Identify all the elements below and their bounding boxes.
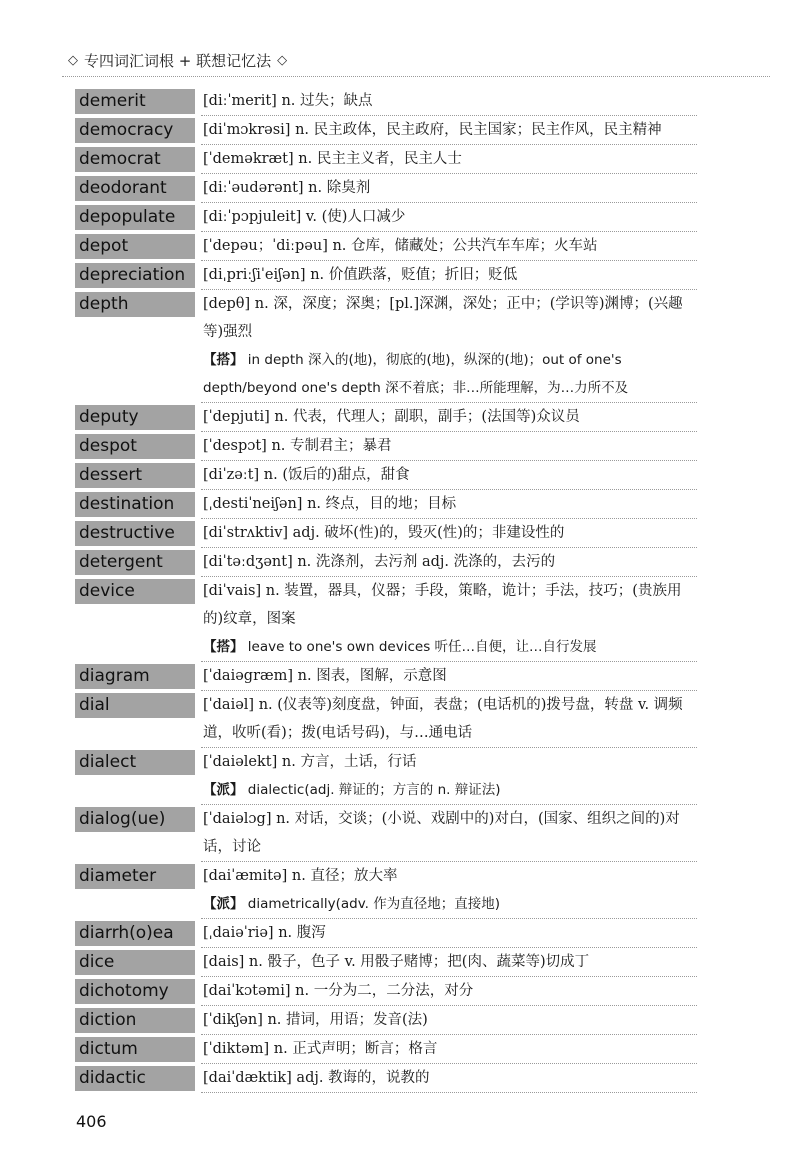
headword: diameter <box>75 864 195 889</box>
entry-body <box>201 548 697 577</box>
page-number: 406 <box>76 1112 107 1131</box>
entry-body <box>201 1064 697 1093</box>
headword: destination <box>75 492 195 517</box>
vocabulary-entry <box>75 1006 697 1035</box>
usage-note <box>203 633 697 661</box>
entry-body <box>201 261 697 290</box>
entry-body <box>201 87 697 116</box>
vocabulary-entry <box>75 519 697 548</box>
vocabulary-entry <box>75 461 697 490</box>
definition: [diːˈəudərənt] n. 除臭剂 <box>203 180 371 196</box>
entry-body <box>201 403 697 432</box>
vocabulary-entry <box>75 232 697 261</box>
headword: dial <box>75 693 195 718</box>
entry-body <box>201 919 697 948</box>
vocabulary-entry <box>75 432 697 461</box>
headword: dice <box>75 950 195 975</box>
note-text: leave to one's own devices 听任…自便，让…自行发展 <box>247 639 597 655</box>
headword: democrat <box>75 147 195 172</box>
vocabulary-entry <box>75 862 697 919</box>
entry-body <box>201 805 697 862</box>
diamond-ornament-icon: ◇ <box>277 53 288 68</box>
note-tag: 【派】 <box>203 782 244 798</box>
usage-note <box>203 890 697 918</box>
vocabulary-entry <box>75 490 697 519</box>
entry-body <box>201 519 697 548</box>
vocabulary-entry <box>75 145 697 174</box>
headword: deodorant <box>75 176 195 201</box>
vocabulary-entry <box>75 662 697 691</box>
note-text: diametrically(adv. 作为直径地；直接地) <box>247 896 501 912</box>
headword: depot <box>75 234 195 259</box>
vocabulary-entry <box>75 691 697 748</box>
definition: [diˈzəːt] n. (饭后的)甜点，甜食 <box>203 467 410 483</box>
vocabulary-entry <box>75 403 697 432</box>
vocabulary-entry <box>75 203 697 232</box>
headword: depth <box>75 292 195 317</box>
entry-body <box>201 174 697 203</box>
entry-body <box>201 977 697 1006</box>
running-header <box>62 50 293 71</box>
definition: [daiˈæmitə] n. 直径；放大率 <box>203 868 398 884</box>
vocabulary-entry <box>75 748 697 805</box>
note-tag: 【派】 <box>203 896 244 912</box>
entry-body <box>201 116 697 145</box>
headword: depreciation <box>75 263 195 288</box>
note-text: dialectic(adj. 辩证的；方言的 n. 辩证法) <box>247 782 501 798</box>
definition: [diːˈmerit] n. 过失；缺点 <box>203 93 373 109</box>
note-tag: 【搭】 <box>203 639 244 655</box>
definition: [ˈdespɔt] n. 专制君主；暴君 <box>203 438 392 454</box>
vocabulary-entry <box>75 261 697 290</box>
vocabulary-entry <box>75 290 697 403</box>
definition: [ˈdaiəl] n. (仪表等)刻度盘，钟面，表盘；(电话机的)拨号盘，转盘 v. 调频道，收听(看)；拨(电话号码)，与…通电话 <box>203 697 683 741</box>
headword: dialect <box>75 750 195 775</box>
vocabulary-entry <box>75 87 697 116</box>
vocabulary-entry <box>75 977 697 1006</box>
entry-body <box>201 1035 697 1064</box>
entry-body <box>201 461 697 490</box>
definition: [diˌpriːʃiˈeiʃən] n. 价值跌落，贬值；折旧；贬低 <box>203 267 518 283</box>
definition: [ˌdestiˈneiʃən] n. 终点，目的地；目标 <box>203 496 457 512</box>
vocabulary-entry <box>75 805 697 862</box>
headword: diagram <box>75 664 195 689</box>
definition: [ˈdepəu；ˈdiːpəu] n. 仓库，储藏处；公共汽车车库；火车站 <box>203 238 598 254</box>
headword: destructive <box>75 521 195 546</box>
headword: dichotomy <box>75 979 195 1004</box>
vocabulary-entry <box>75 548 697 577</box>
definition: [ˈdepjuti] n. 代表，代理人；副职，副手；(法国等)众议员 <box>203 409 580 425</box>
definition: [depθ] n. 深，深度；深奥；[pl.]深渊，深处；正中；(学识等)渊博；(兴趣等)强烈 <box>203 296 683 340</box>
vocabulary-entry <box>75 116 697 145</box>
header-title: 专四词汇词根 + 联想记忆法 <box>84 52 272 70</box>
entry-body <box>201 232 697 261</box>
headword: dessert <box>75 463 195 488</box>
entry-body <box>201 203 697 232</box>
vocabulary-entry <box>75 577 697 662</box>
note-tag: 【搭】 <box>203 352 244 368</box>
entry-body <box>201 577 697 662</box>
vocabulary-entry <box>75 919 697 948</box>
vocabulary-entry <box>75 1035 697 1064</box>
headword: diction <box>75 1008 195 1033</box>
definition: [ˈdaiəlɔg] n. 对话，交谈；(小说、戏剧中的)对白，(国家、组织之间的)对话，讨论 <box>203 811 680 855</box>
definition: [daiˈdæktik] adj. 教诲的，说教的 <box>203 1070 430 1086</box>
headword: depopulate <box>75 205 195 230</box>
headword: democracy <box>75 118 195 143</box>
headword: dialog(ue) <box>75 807 195 832</box>
entry-body <box>201 948 697 977</box>
headword: dictum <box>75 1037 195 1062</box>
headword: detergent <box>75 550 195 575</box>
entry-body <box>201 490 697 519</box>
entry-body <box>201 1006 697 1035</box>
entry-body <box>201 691 697 748</box>
entry-body <box>201 662 697 691</box>
entry-body <box>201 432 697 461</box>
header-divider <box>62 76 770 77</box>
headword: didactic <box>75 1066 195 1091</box>
definition: [ˌdaiəˈriə] n. 腹泻 <box>203 925 326 941</box>
definition: [dais] n. 骰子，色子 v. 用骰子赌博；把(肉、蔬菜等)切成丁 <box>203 954 590 970</box>
vocabulary-entry <box>75 948 697 977</box>
entry-body <box>201 862 697 919</box>
headword: despot <box>75 434 195 459</box>
vocabulary-entry <box>75 174 697 203</box>
definition: [ˈdaiəlekt] n. 方言，土话，行话 <box>203 754 417 770</box>
headword: deputy <box>75 405 195 430</box>
diamond-ornament-icon: ◇ <box>68 53 78 68</box>
entry-body <box>201 145 697 174</box>
definition: [ˈdeməkræt] n. 民主主义者，民主人士 <box>203 151 462 167</box>
headword: demerit <box>75 89 195 114</box>
vocabulary-entry <box>75 1064 697 1093</box>
entry-body <box>201 290 697 403</box>
entry-body <box>201 748 697 805</box>
definition: [ˈdikʃən] n. 措词，用语；发音(法) <box>203 1012 428 1028</box>
definition: [diˈstrʌktiv] adj. 破坏(性)的，毁灭(性)的；非建设性的 <box>203 525 565 541</box>
definition: [diˈtəːdʒənt] n. 洗涤剂，去污剂 adj. 洗涤的，去污的 <box>203 554 556 570</box>
vocabulary-list <box>75 87 697 1093</box>
usage-note <box>203 776 697 804</box>
note-text: in depth 深入的(地)，彻底的(地)，纵深的(地)；out of one's depth/beyond one's depth 深不着底；非…所能理解，为…力所不及 <box>203 352 629 396</box>
headword: diarrh(o)ea <box>75 921 195 946</box>
definition: [diˈvais] n. 装置，器具，仪器；手段，策略，诡计；手法，技巧；(贵族用的)纹章，图案 <box>203 583 682 627</box>
definition: [daiˈkɔtəmi] n. 一分为二，二分法，对分 <box>203 983 474 999</box>
usage-note <box>203 346 697 402</box>
definition: [diːˈpɔpjuleit] v. (使)人口减少 <box>203 209 406 225</box>
definition: [ˈdaiəgræm] n. 图表，图解，示意图 <box>203 668 447 684</box>
headword: device <box>75 579 195 604</box>
definition: [ˈdiktəm] n. 正式声明；断言；格言 <box>203 1041 438 1057</box>
definition: [diˈmɔkrəsi] n. 民主政体，民主政府，民主国家；民主作风，民主精神 <box>203 122 662 138</box>
